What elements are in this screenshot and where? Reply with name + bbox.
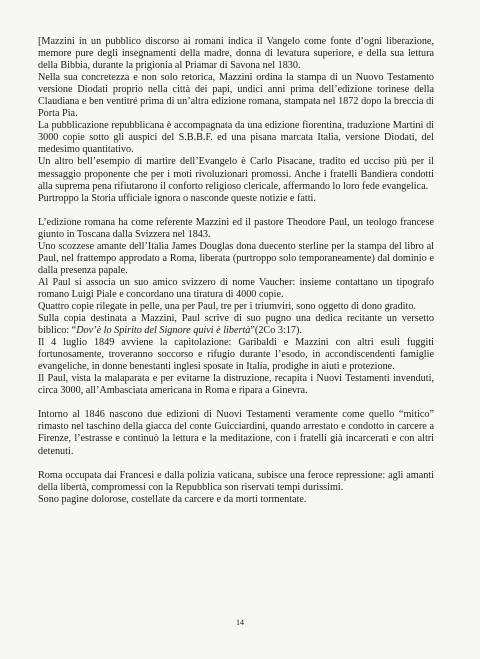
dedica-intro: Sulla copia destinata a Mazzini, Paul scrive di suo pugno una dedica recitante un versetto biblico: “ — [38, 313, 434, 337]
paragraph-guicciardini: Intorno al 1846 nascono due edizioni di Nuovi Testamenti veramente come quello “mitico” rimasto nel taschino della giacca del conte Guicciardini, quando arrestato e condotto in carcere a Firenze, l’estrasse e continuò la lettura e la meditazione, con i fratelli già incarcerati e con altri detenuti. — [38, 409, 434, 457]
paragraph-paul-ginevra: Il Paul, vista la malaparata e per evitarne la distruzione, recapita i Nuovi Testamenti invenduti, circa 3000, all’Ambasciata americana in Roma e ripara a Ginevra. — [38, 373, 434, 397]
paragraph-pagine-dolorose: Sono pagine dolorose, costellate da carcere e da morti tormentate. — [38, 493, 307, 505]
paragraph-vaucher-piale: Al Paul si associa un suo amico svizzero di nome Vaucher: insieme contattano un tipografo romano Luigi Piale e concordano una tiratura di 4000 copie. — [38, 276, 434, 300]
dedica-quote: Dov’è lo Spirito del Signore quivi è libertà — [76, 325, 251, 337]
paragraph-dedica — [38, 313, 434, 337]
paragraph-james-douglas: Uno scozzese amante dell’Italia James Douglas dona duecento sterline per la stampa del libro al Paul, nel frattempo approdato a Roma, liberata (purtroppo solo temporaneamente) dal dominio e dalla presenza papale. — [38, 240, 434, 276]
page-number: 14 — [236, 618, 244, 627]
paragraph-mazzini-vangelo: [Mazzini in un pubblico discorso ai romani indica il Vangelo come fonte d’ogni liberazione, memore pure degli insegnamenti della madre, donna di levatura superiore, e della sua lettura della Bibbia, durante la prigionia al Priamar di Savona nel 1830. — [38, 36, 434, 72]
paragraph-capitolazione: Il 4 luglio 1849 avviene la capitolazione: Garibaldi e Mazzini con altri esuli fuggiti fortunosamente, troveranno soccorso e rifugio durante l’esodo, in accondiscendenti famiglie evangeliche, in donne benestanti inglesi sposate in Italia, prodighe in aiuti e protezione. — [38, 337, 434, 373]
paragraph-copie-rilegate: Quattro copie rilegate in pelle, una per Paul, tre per i triumviri, sono oggetto di dono gradito. — [38, 300, 416, 312]
paragraph-nuovo-testamento-diodati: Nella sua concretezza e non solo retorica, Mazzini ordina la stampa di un Nuovo Testamento versione Diodati proprio nella città dei papi, undici anni prima dell’edizione torinese della Claudiana e ben ventitré prima di un’altra edizione romana, stampata nel 1872 dopo la breccia di Porta Pia. — [38, 72, 434, 120]
paragraph-storia-ufficiale: Purtroppo la Storia ufficiale ignora o nasconde queste notizie e fatti. — [38, 192, 316, 204]
paragraph-pisacane-bandiera: Un altro bell’esempio di martire dell’Evangelo è Carlo Pisacane, tradito ed ucciso più per il messaggio proponente che per i moti rivoluzionari promossi. Anche i fratelli Bandiera condotti alla suprema pena rifiutarono il conforto religioso clericale, affermando lo loro fede evangelica. — [38, 156, 434, 192]
paragraph-edizione-romana: L’edizione romana ha come referente Mazzini ed il pastore Theodore Paul, un teologo francese giunto in Toscana dalla Svizzera nel 1843. — [38, 216, 434, 240]
paragraph-gap — [38, 205, 434, 217]
paragraph-gap — [38, 458, 434, 470]
dedica-reference: ”(2Co 3:17). — [250, 325, 302, 337]
paragraph-repressione: Roma occupata dai Francesi e dalla polizia vaticana, subisce una feroce repressione: agli amanti della libertà, compromessi con la Repubblica son riservati tempi durissimi. — [38, 469, 434, 493]
paragraph-gap — [38, 397, 434, 409]
paragraph-edizione-fiorentina: La pubblicazione repubblicana è accompagnata da una edizione fiorentina, traduzione Martini di 3000 copie sotto gli auspici del S.B.B.F. ed una pisana marcata Italia, versione Diodati, del medesimo quantitativo. — [38, 120, 434, 156]
